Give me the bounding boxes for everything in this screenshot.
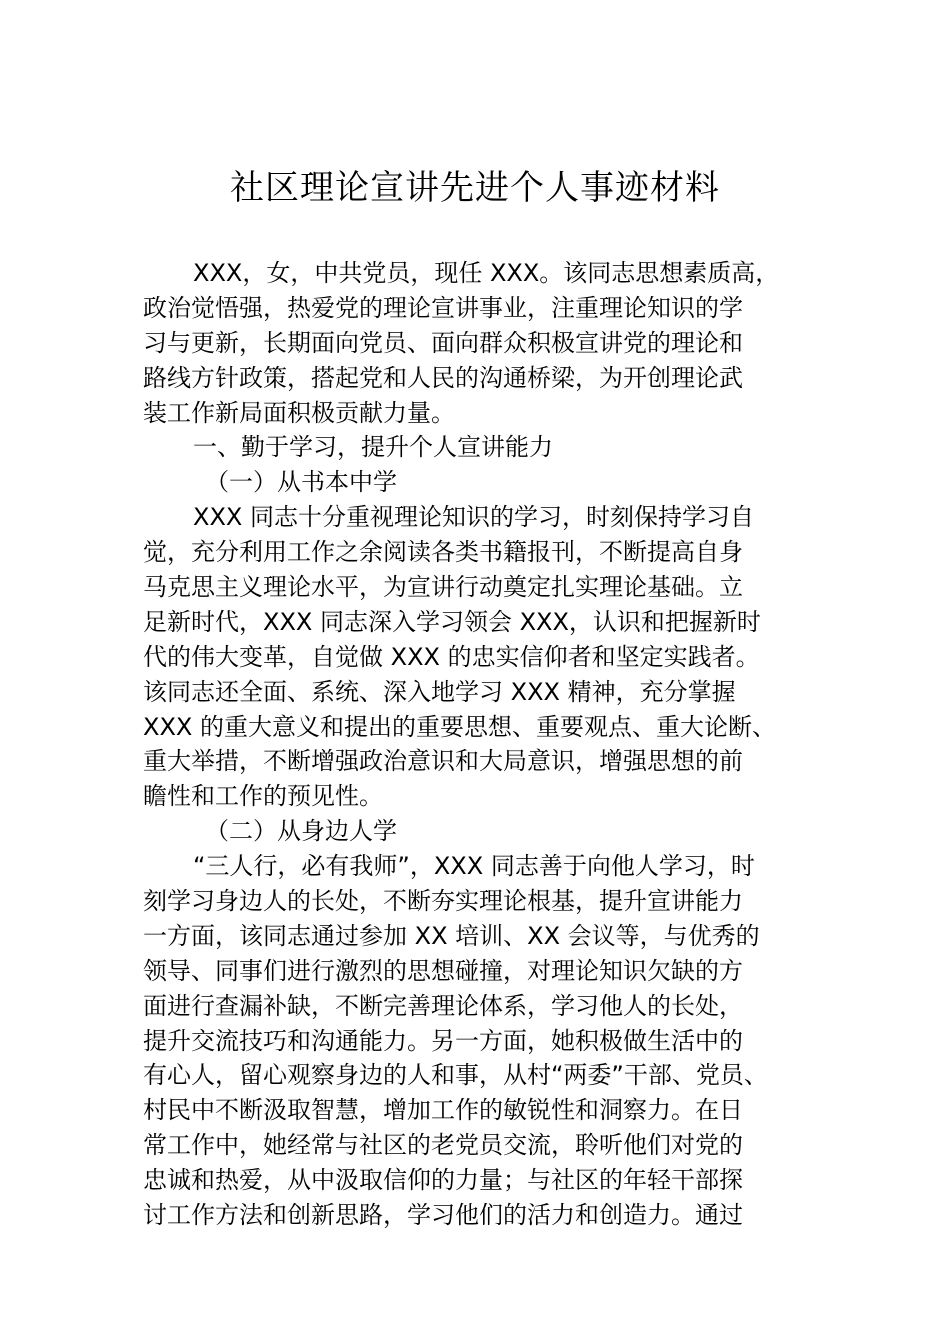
paragraph-line: 讨工作方法和创新思路，学习他们的活力和创造力。通过 bbox=[143, 1201, 743, 1230]
section-heading: 一、勤于学习，提升个人宣讲能力 bbox=[193, 433, 553, 462]
document-title: 社区理论宣讲先进个人事迹材料 bbox=[230, 168, 720, 208]
document-body bbox=[143, 256, 833, 1233]
paragraph-line: 觉，充分利用工作之余阅读各类书籍报刊，不断提高自身 bbox=[143, 538, 743, 567]
paragraph-line: 刻学习身边人的长处，不断夯实理论根基，提升宣讲能力 bbox=[143, 887, 743, 916]
paragraph-line: 代的伟大变革，自觉做 XXX 的忠实信仰者和坚定实践者。 bbox=[143, 642, 760, 671]
paragraph-line: 马克思主义理论水平，为宣讲行动奠定扎实理论基础。立 bbox=[143, 573, 743, 602]
paragraph-line: 装工作新局面积极贡献力量。 bbox=[143, 398, 455, 427]
paragraph-line: XXX 的重大意义和提出的重要思想、重要观点、重大论断、 bbox=[143, 712, 776, 741]
paragraph-line: 一方面，该同志通过参加 XX 培训、XX 会议等，与优秀的 bbox=[143, 921, 760, 950]
paragraph-line: 足新时代，XXX 同志深入学习领会 XXX，认识和把握新时 bbox=[143, 607, 761, 636]
paragraph-line: 政治觉悟强，热爱党的理论宣讲事业，注重理论知识的学 bbox=[143, 293, 743, 322]
paragraph-line: XXX 同志十分重视理论知识的学习，时刻保持学习自 bbox=[193, 503, 754, 532]
paragraph-line: 提升交流技巧和沟通能力。另一方面，她积极做生活中的 bbox=[143, 1026, 743, 1055]
paragraph-line: XXX，女，中共党员，现任 XXX。该同志思想素质高， bbox=[193, 259, 780, 287]
paragraph-line: 面进行查漏补缺，不断完善理论体系，学习他人的长处， bbox=[143, 991, 743, 1020]
paragraph-line: 忠诚和热爱，从中汲取信仰的力量；与社区的年轻干部探 bbox=[143, 1166, 743, 1195]
paragraph-line: 村民中不断汲取智慧，增加工作的敏锐性和洞察力。在日 bbox=[143, 1096, 743, 1125]
subsection-heading: （一）从书本中学 bbox=[205, 468, 397, 497]
paragraph-line: 习与更新，长期面向党员、面向群众积极宣讲党的理论和 bbox=[143, 328, 743, 357]
subsection-heading: （二）从身边人学 bbox=[205, 817, 397, 846]
paragraph-line: “三人行，必有我师”，XXX 同志善于向他人学习，时 bbox=[193, 852, 755, 881]
paragraph-line: 该同志还全面、系统、深入地学习 XXX 精神，充分掌握 bbox=[143, 677, 736, 706]
paragraph-line: 路线方针政策，搭起党和人民的沟通桥梁，为开创理论武 bbox=[143, 363, 743, 392]
paragraph-line: 常工作中，她经常与社区的老党员交流，聆听他们对党的 bbox=[143, 1131, 743, 1160]
paragraph-line: 重大举措，不断增强政治意识和大局意识，增强思想的前 bbox=[143, 747, 743, 776]
paragraph-line: 有心人，留心观察身边的人和事，从村“两委”干部、党员、 bbox=[143, 1061, 768, 1090]
paragraph-line: 领导、同事们进行激烈的思想碰撞，对理论知识欠缺的方 bbox=[143, 956, 743, 985]
paragraph-line: 瞻性和工作的预见性。 bbox=[143, 782, 383, 811]
